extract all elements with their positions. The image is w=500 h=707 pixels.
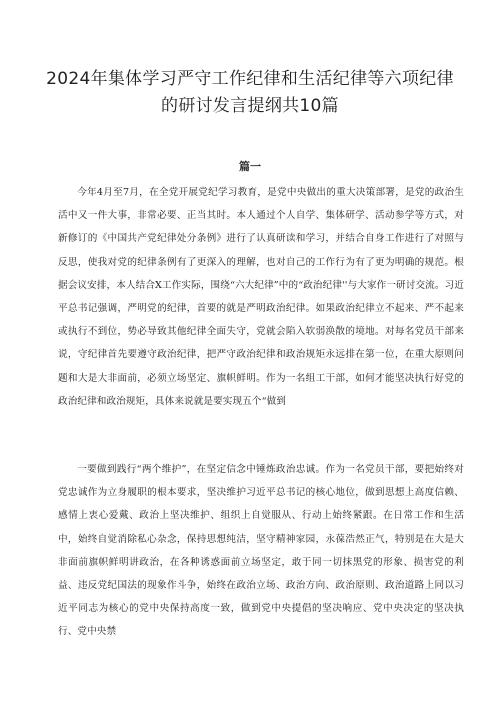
paragraph-2: 一要做到践行“两个维护”，在坚定信念中锤炼政治忠诚。作为一名党员干部，要把始终对党忠诚作为立身履职的根本要求，坚决维护习近平总书记的核心地位，做到思想上高度信赖、感情上衷心爱戴、政治上坚决维护、组织上自觉服从、行动上始终紧跟。在日常工作和生活中，始终自觉消除私心杂念，保持思想纯洁，坚守精神家园，永葆浩然正气，特别是在大是大非面前旗帜鲜明讲政治，在各种诱惑面前立场坚定，敢于同一切抹黑党的形象、损害党的利益、违反党纪国法的现象作斗争，始终在政治立场、政治方向、政治原则、政治道路上同以习近平同志为核心的党中央保持高度一致，做到党中央提倡的坚决响应、党中央决定的坚决执行、党中央禁 — [58, 464, 464, 638]
paragraph-1: 今年4月至7月，在全党开展党纪学习教育，是党中央做出的重大决策部署，是党的政治生活中又一件大事，非常必要、正当其时。本人通过个人自学、集体研学、活动参学等方式，对新修订的《中国共产党纪律处分条例》进行了认真研读和学习，并结合自身工作进行了对照与反思，使我对党的纪律条例有了更深入的理解，也对自己的工作行为有了更为明确的规范。根据会议安排，本人结合X工作实际，围绕“六大纪律”中的“政治纪律''与大家作一研讨交流。习近平总书记强调，严明党的纪律，首要的就是严明政治纪律。如果政治纪律立不起来、严不起来或执行不到位，势必导致其他纪律全面失守，党就会陷入软弱涣散的境地。对每名党员干部来说，守纪律首先要遵守政治纪律，把严守政治纪律和政治规矩永远排在第一位，在重大原则问题和大是大非面前，必须立场坚定、旗帜鲜明。作为一名组工干部，如何才能坚决执行好党的政治纪律和政治规矩，具体来说就是要实现五个“做到 — [58, 187, 464, 407]
section-heading: 篇一 — [239, 160, 261, 173]
document-title: 2024年集体学习严守工作纪律和生活纪律等六项纪律的研讨发言提纲共10篇 — [46, 69, 454, 116]
